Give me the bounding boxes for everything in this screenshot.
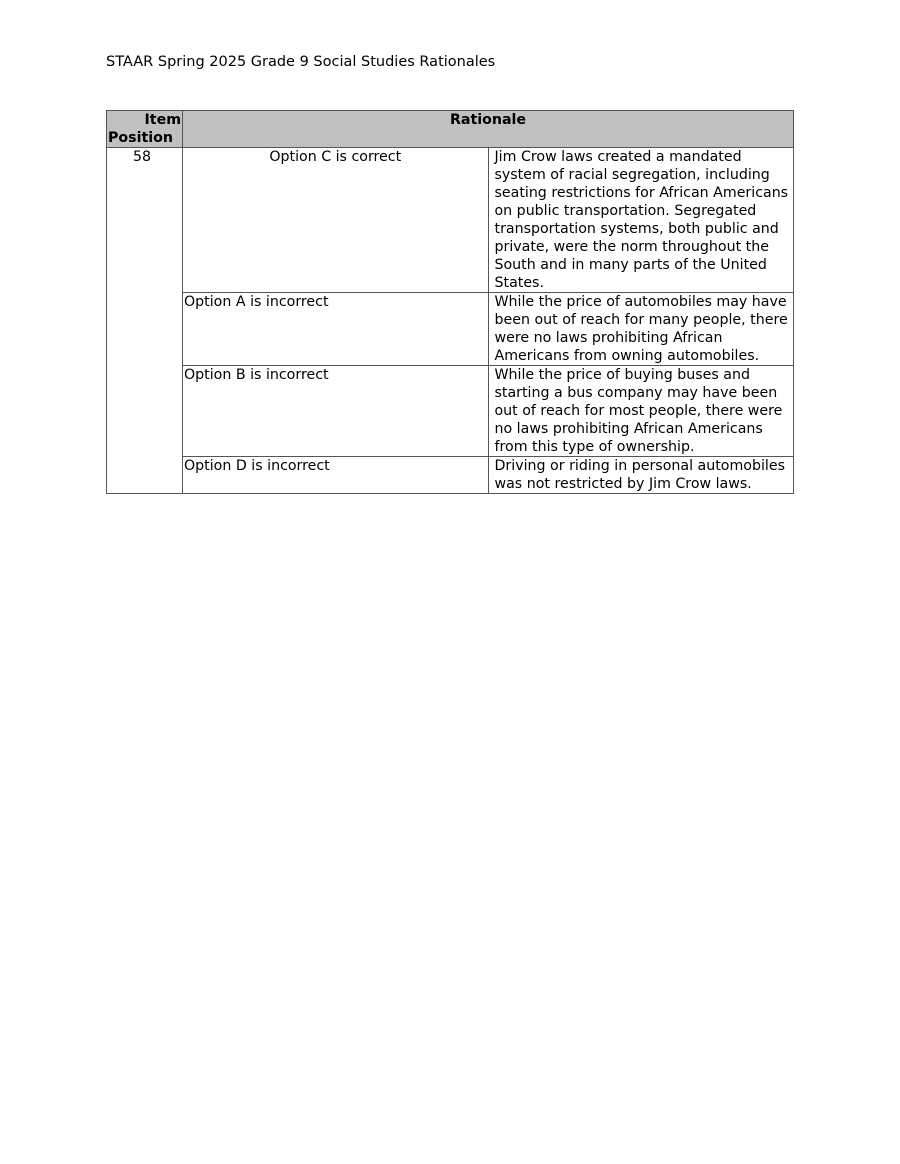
table-row [107, 457, 794, 494]
rationale-text-cell: While the price of buying buses and starting a bus company may have been out of reach for most people, there were no laws prohibiting African Americans from this type of ownership. [488, 366, 794, 457]
rationale-text-cell: Jim Crow laws created a mandated system of racial segregation, including seating restrictions for African Americans on public transportation. Segregated transportation systems, both public and private, were the norm throughout the South and in many parts of the United States. [488, 148, 794, 293]
option-label-cell: Option D is incorrect [183, 457, 489, 494]
rationale-header: Rationale [183, 111, 794, 148]
item-position-cell: 58 [107, 148, 183, 494]
rationale-table [106, 110, 794, 494]
table-row [107, 148, 794, 293]
page-title: STAAR Spring 2025 Grade 9 Social Studies Rationales [106, 54, 496, 70]
table-row [107, 366, 794, 457]
rationale-text-cell: Driving or riding in personal automobiles was not restricted by Jim Crow laws. [488, 457, 794, 494]
item-position-header-line1: Item [144, 112, 181, 128]
table-header-row [107, 111, 794, 148]
option-label-cell: Option B is incorrect [183, 366, 489, 457]
option-label-cell: Option A is incorrect [183, 293, 489, 366]
rationale-text-cell: While the price of automobiles may have been out of reach for many people, there were no laws prohibiting African Americans from owning automobiles. [488, 293, 794, 366]
table-row [107, 293, 794, 366]
item-position-header [107, 111, 183, 148]
item-position-header-line2: Position [108, 130, 173, 146]
option-label-cell: Option C is correct [183, 148, 489, 293]
